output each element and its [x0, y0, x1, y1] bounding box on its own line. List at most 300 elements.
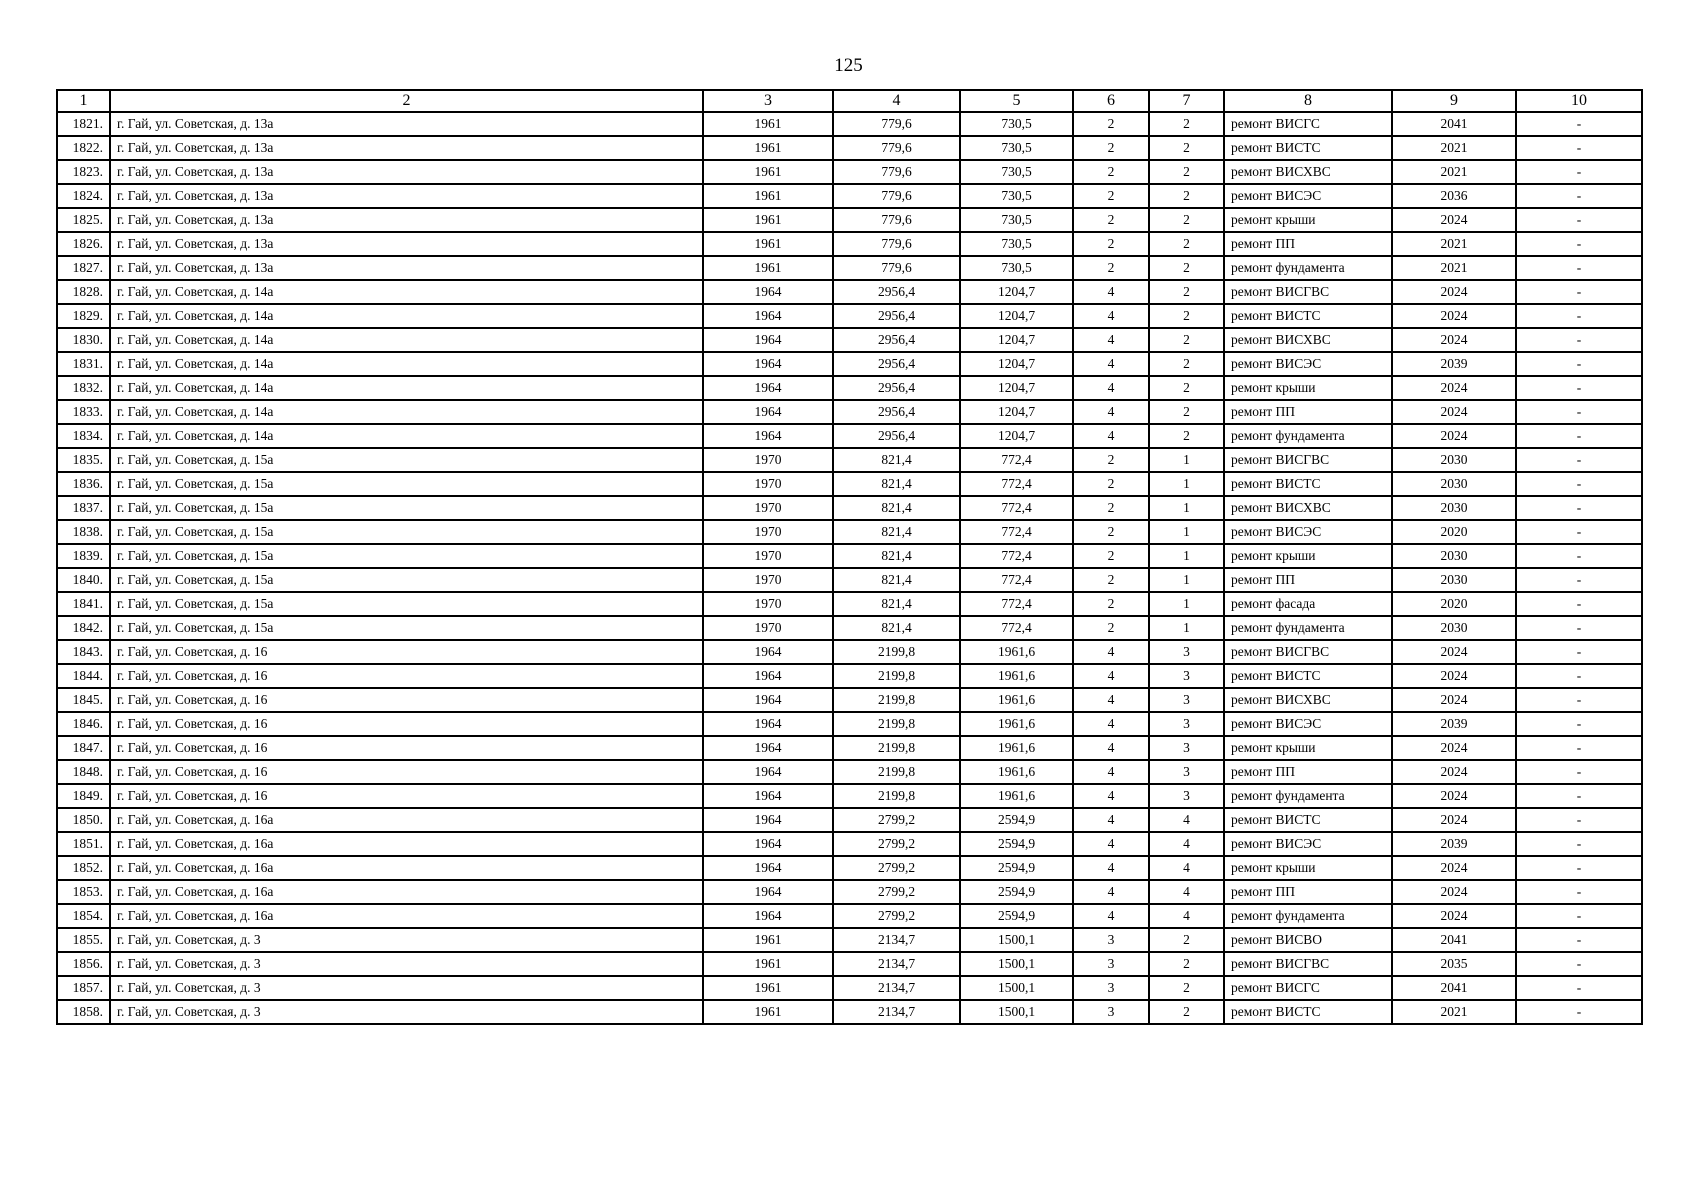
cell-work-type: ремонт ВИСТС: [1224, 664, 1392, 688]
cell-entrances: 3: [1149, 664, 1224, 688]
cell-work-type: ремонт ВИСЭС: [1224, 520, 1392, 544]
cell-work-type: ремонт ВИСТС: [1224, 304, 1392, 328]
column-header-10: 10: [1516, 90, 1642, 112]
cell-floors: 3: [1073, 1000, 1149, 1024]
cell-address: г. Гай, ул. Советская, д. 14а: [110, 376, 703, 400]
cell-living-area: 2594,9: [960, 856, 1073, 880]
cell-living-area: 1500,1: [960, 976, 1073, 1000]
cell-total-area: 779,6: [833, 160, 960, 184]
cell-work-type: ремонт ВИСГВС: [1224, 952, 1392, 976]
cell-address: г. Гай, ул. Советская, д. 15а: [110, 592, 703, 616]
cell-row-number: 1834.: [57, 424, 110, 448]
cell-work-type: ремонт крыши: [1224, 544, 1392, 568]
cell-entrances: 2: [1149, 184, 1224, 208]
cell-address: г. Гай, ул. Советская, д. 16: [110, 784, 703, 808]
cell-planned-year: 2030: [1392, 448, 1516, 472]
cell-row-number: 1858.: [57, 1000, 110, 1024]
cell-work-type: ремонт ВИСТС: [1224, 136, 1392, 160]
cell-floors: 2: [1073, 112, 1149, 136]
cell-work-type: ремонт фундамента: [1224, 424, 1392, 448]
cell-living-area: 772,4: [960, 472, 1073, 496]
cell-work-type: ремонт ПП: [1224, 232, 1392, 256]
cell-note: -: [1516, 736, 1642, 760]
cell-total-area: 2956,4: [833, 424, 960, 448]
table-row: [57, 760, 1642, 784]
cell-work-type: ремонт ВИСГВС: [1224, 640, 1392, 664]
cell-entrances: 1: [1149, 472, 1224, 496]
table-row: [57, 568, 1642, 592]
table-row: [57, 400, 1642, 424]
cell-living-area: 1961,6: [960, 760, 1073, 784]
cell-year-built: 1964: [703, 400, 833, 424]
cell-row-number: 1836.: [57, 472, 110, 496]
table-row: [57, 280, 1642, 304]
cell-floors: 2: [1073, 256, 1149, 280]
cell-entrances: 3: [1149, 712, 1224, 736]
table-row: [57, 688, 1642, 712]
cell-work-type: ремонт крыши: [1224, 736, 1392, 760]
cell-entrances: 2: [1149, 976, 1224, 1000]
cell-floors: 2: [1073, 616, 1149, 640]
cell-entrances: 2: [1149, 1000, 1224, 1024]
cell-work-type: ремонт крыши: [1224, 856, 1392, 880]
cell-year-built: 1970: [703, 520, 833, 544]
column-header-8: 8: [1224, 90, 1392, 112]
cell-planned-year: 2024: [1392, 856, 1516, 880]
column-header-1: 1: [57, 90, 110, 112]
cell-living-area: 772,4: [960, 616, 1073, 640]
cell-entrances: 3: [1149, 784, 1224, 808]
cell-floors: 2: [1073, 592, 1149, 616]
cell-planned-year: 2024: [1392, 304, 1516, 328]
cell-planned-year: 2021: [1392, 256, 1516, 280]
table-row: [57, 640, 1642, 664]
cell-entrances: 1: [1149, 592, 1224, 616]
cell-entrances: 3: [1149, 688, 1224, 712]
cell-year-built: 1964: [703, 712, 833, 736]
cell-year-built: 1961: [703, 256, 833, 280]
cell-living-area: 772,4: [960, 496, 1073, 520]
cell-planned-year: 2024: [1392, 880, 1516, 904]
cell-work-type: ремонт ВИСХВС: [1224, 496, 1392, 520]
cell-note: -: [1516, 856, 1642, 880]
cell-work-type: ремонт ВИСЭС: [1224, 184, 1392, 208]
cell-work-type: ремонт ВИСГС: [1224, 112, 1392, 136]
cell-living-area: 730,5: [960, 112, 1073, 136]
cell-planned-year: 2024: [1392, 280, 1516, 304]
cell-address: г. Гай, ул. Советская, д. 14а: [110, 400, 703, 424]
cell-note: -: [1516, 352, 1642, 376]
cell-floors: 4: [1073, 640, 1149, 664]
cell-address: г. Гай, ул. Советская, д. 14а: [110, 328, 703, 352]
cell-note: -: [1516, 664, 1642, 688]
cell-living-area: 730,5: [960, 256, 1073, 280]
cell-entrances: 2: [1149, 256, 1224, 280]
cell-work-type: ремонт фундамента: [1224, 256, 1392, 280]
cell-planned-year: 2024: [1392, 208, 1516, 232]
cell-note: -: [1516, 592, 1642, 616]
table-row: [57, 304, 1642, 328]
cell-address: г. Гай, ул. Советская, д. 16а: [110, 856, 703, 880]
cell-note: -: [1516, 784, 1642, 808]
column-header-7: 7: [1149, 90, 1224, 112]
cell-note: -: [1516, 760, 1642, 784]
cell-living-area: 1500,1: [960, 952, 1073, 976]
cell-entrances: 2: [1149, 208, 1224, 232]
cell-year-built: 1964: [703, 640, 833, 664]
cell-row-number: 1841.: [57, 592, 110, 616]
cell-planned-year: 2030: [1392, 616, 1516, 640]
cell-note: -: [1516, 688, 1642, 712]
cell-floors: 2: [1073, 232, 1149, 256]
cell-entrances: 2: [1149, 424, 1224, 448]
table-row: [57, 592, 1642, 616]
cell-work-type: ремонт ВИСГВС: [1224, 448, 1392, 472]
cell-entrances: 3: [1149, 640, 1224, 664]
cell-planned-year: 2024: [1392, 400, 1516, 424]
cell-floors: 4: [1073, 808, 1149, 832]
table-row: [57, 328, 1642, 352]
column-header-5: 5: [960, 90, 1073, 112]
cell-floors: 4: [1073, 352, 1149, 376]
cell-floors: 4: [1073, 280, 1149, 304]
table-row: [57, 712, 1642, 736]
cell-planned-year: 2024: [1392, 376, 1516, 400]
cell-note: -: [1516, 328, 1642, 352]
cell-note: -: [1516, 256, 1642, 280]
page-number: 125: [834, 55, 863, 76]
cell-total-area: 2956,4: [833, 400, 960, 424]
cell-work-type: ремонт ВИСЭС: [1224, 712, 1392, 736]
cell-note: -: [1516, 496, 1642, 520]
cell-year-built: 1964: [703, 424, 833, 448]
cell-address: г. Гай, ул. Советская, д. 15а: [110, 448, 703, 472]
cell-year-built: 1964: [703, 808, 833, 832]
cell-address: г. Гай, ул. Советская, д. 13а: [110, 256, 703, 280]
cell-living-area: 1500,1: [960, 1000, 1073, 1024]
cell-living-area: 1961,6: [960, 640, 1073, 664]
cell-address: г. Гай, ул. Советская, д. 13а: [110, 184, 703, 208]
cell-floors: 2: [1073, 184, 1149, 208]
cell-living-area: 1961,6: [960, 712, 1073, 736]
cell-total-area: 2799,2: [833, 856, 960, 880]
cell-living-area: 1204,7: [960, 352, 1073, 376]
cell-total-area: 2199,8: [833, 784, 960, 808]
header-row: [57, 90, 1642, 112]
cell-total-area: 2956,4: [833, 376, 960, 400]
cell-address: г. Гай, ул. Советская, д. 16: [110, 712, 703, 736]
cell-living-area: 772,4: [960, 520, 1073, 544]
cell-row-number: 1852.: [57, 856, 110, 880]
cell-entrances: 2: [1149, 376, 1224, 400]
cell-address: г. Гай, ул. Советская, д. 14а: [110, 352, 703, 376]
cell-address: г. Гай, ул. Советская, д. 3: [110, 928, 703, 952]
cell-note: -: [1516, 880, 1642, 904]
cell-floors: 4: [1073, 856, 1149, 880]
cell-entrances: 2: [1149, 232, 1224, 256]
table-row: [57, 256, 1642, 280]
cell-year-built: 1970: [703, 544, 833, 568]
cell-total-area: 779,6: [833, 136, 960, 160]
cell-living-area: 1204,7: [960, 400, 1073, 424]
cell-row-number: 1831.: [57, 352, 110, 376]
cell-row-number: 1826.: [57, 232, 110, 256]
cell-planned-year: 2039: [1392, 712, 1516, 736]
cell-row-number: 1855.: [57, 928, 110, 952]
cell-total-area: 821,4: [833, 592, 960, 616]
cell-row-number: 1832.: [57, 376, 110, 400]
cell-entrances: 1: [1149, 520, 1224, 544]
cell-address: г. Гай, ул. Советская, д. 14а: [110, 424, 703, 448]
cell-row-number: 1821.: [57, 112, 110, 136]
cell-entrances: 3: [1149, 760, 1224, 784]
cell-row-number: 1839.: [57, 544, 110, 568]
cell-note: -: [1516, 160, 1642, 184]
cell-floors: 4: [1073, 664, 1149, 688]
cell-entrances: 4: [1149, 808, 1224, 832]
cell-total-area: 2199,8: [833, 664, 960, 688]
cell-address: г. Гай, ул. Советская, д. 16: [110, 640, 703, 664]
cell-row-number: 1827.: [57, 256, 110, 280]
cell-row-number: 1842.: [57, 616, 110, 640]
table-row: [57, 976, 1642, 1000]
cell-planned-year: 2030: [1392, 568, 1516, 592]
cell-entrances: 2: [1149, 328, 1224, 352]
cell-entrances: 4: [1149, 904, 1224, 928]
cell-address: г. Гай, ул. Советская, д. 16а: [110, 904, 703, 928]
table-body: [57, 112, 1642, 1024]
cell-floors: 3: [1073, 976, 1149, 1000]
cell-address: г. Гай, ул. Советская, д. 15а: [110, 544, 703, 568]
cell-living-area: 1204,7: [960, 424, 1073, 448]
cell-year-built: 1964: [703, 328, 833, 352]
cell-living-area: 730,5: [960, 208, 1073, 232]
cell-note: -: [1516, 304, 1642, 328]
table-row: [57, 352, 1642, 376]
cell-row-number: 1849.: [57, 784, 110, 808]
cell-row-number: 1847.: [57, 736, 110, 760]
cell-note: -: [1516, 952, 1642, 976]
cell-floors: 2: [1073, 520, 1149, 544]
cell-work-type: ремонт ВИСВО: [1224, 928, 1392, 952]
cell-total-area: 2799,2: [833, 880, 960, 904]
cell-planned-year: 2024: [1392, 904, 1516, 928]
cell-address: г. Гай, ул. Советская, д. 3: [110, 952, 703, 976]
cell-planned-year: 2020: [1392, 592, 1516, 616]
cell-year-built: 1964: [703, 664, 833, 688]
cell-planned-year: 2021: [1392, 232, 1516, 256]
cell-address: г. Гай, ул. Советская, д. 15а: [110, 472, 703, 496]
cell-year-built: 1964: [703, 304, 833, 328]
cell-work-type: ремонт фундамента: [1224, 904, 1392, 928]
table-row: [57, 616, 1642, 640]
cell-living-area: 2594,9: [960, 880, 1073, 904]
cell-row-number: 1853.: [57, 880, 110, 904]
cell-row-number: 1846.: [57, 712, 110, 736]
cell-total-area: 2956,4: [833, 352, 960, 376]
cell-row-number: 1843.: [57, 640, 110, 664]
cell-living-area: 1204,7: [960, 328, 1073, 352]
cell-planned-year: 2039: [1392, 832, 1516, 856]
cell-living-area: 1204,7: [960, 304, 1073, 328]
cell-planned-year: 2041: [1392, 112, 1516, 136]
cell-year-built: 1961: [703, 952, 833, 976]
cell-note: -: [1516, 280, 1642, 304]
cell-year-built: 1964: [703, 352, 833, 376]
column-header-2: 2: [110, 90, 703, 112]
cell-work-type: ремонт ВИСХВС: [1224, 688, 1392, 712]
table-row: [57, 928, 1642, 952]
cell-living-area: 1500,1: [960, 928, 1073, 952]
cell-year-built: 1961: [703, 112, 833, 136]
cell-address: г. Гай, ул. Советская, д. 16а: [110, 880, 703, 904]
cell-planned-year: 2021: [1392, 136, 1516, 160]
table-row: [57, 208, 1642, 232]
table-row: [57, 496, 1642, 520]
cell-work-type: ремонт ВИСТС: [1224, 1000, 1392, 1024]
cell-entrances: 1: [1149, 448, 1224, 472]
cell-total-area: 2134,7: [833, 976, 960, 1000]
cell-entrances: 3: [1149, 736, 1224, 760]
cell-living-area: 2594,9: [960, 832, 1073, 856]
cell-work-type: ремонт ВИСЭС: [1224, 352, 1392, 376]
table-row: [57, 544, 1642, 568]
cell-address: г. Гай, ул. Советская, д. 16: [110, 664, 703, 688]
table-row: [57, 784, 1642, 808]
cell-planned-year: 2039: [1392, 352, 1516, 376]
cell-total-area: 821,4: [833, 472, 960, 496]
table-row: [57, 136, 1642, 160]
cell-note: -: [1516, 400, 1642, 424]
table-row: [57, 880, 1642, 904]
cell-address: г. Гай, ул. Советская, д. 14а: [110, 280, 703, 304]
cell-note: -: [1516, 640, 1642, 664]
cell-planned-year: 2030: [1392, 472, 1516, 496]
cell-work-type: ремонт ПП: [1224, 568, 1392, 592]
cell-total-area: 2956,4: [833, 328, 960, 352]
cell-address: г. Гай, ул. Советская, д. 13а: [110, 112, 703, 136]
cell-note: -: [1516, 832, 1642, 856]
cell-address: г. Гай, ул. Советская, д. 13а: [110, 232, 703, 256]
cell-work-type: ремонт фундамента: [1224, 784, 1392, 808]
cell-floors: 4: [1073, 424, 1149, 448]
cell-address: г. Гай, ул. Советская, д. 13а: [110, 208, 703, 232]
cell-floors: 3: [1073, 952, 1149, 976]
cell-entrances: 2: [1149, 304, 1224, 328]
column-header-6: 6: [1073, 90, 1149, 112]
cell-total-area: 2199,8: [833, 760, 960, 784]
table-row: [57, 736, 1642, 760]
cell-work-type: ремонт крыши: [1224, 376, 1392, 400]
cell-row-number: 1837.: [57, 496, 110, 520]
cell-floors: 4: [1073, 328, 1149, 352]
cell-entrances: 1: [1149, 496, 1224, 520]
cell-living-area: 1961,6: [960, 688, 1073, 712]
column-header-4: 4: [833, 90, 960, 112]
cell-planned-year: 2036: [1392, 184, 1516, 208]
cell-address: г. Гай, ул. Советская, д. 16: [110, 760, 703, 784]
cell-total-area: 2799,2: [833, 808, 960, 832]
cell-note: -: [1516, 112, 1642, 136]
cell-floors: 4: [1073, 904, 1149, 928]
cell-planned-year: 2024: [1392, 664, 1516, 688]
cell-floors: 2: [1073, 136, 1149, 160]
cell-entrances: 2: [1149, 112, 1224, 136]
cell-floors: 4: [1073, 832, 1149, 856]
cell-total-area: 2956,4: [833, 280, 960, 304]
cell-address: г. Гай, ул. Советская, д. 3: [110, 976, 703, 1000]
cell-planned-year: 2024: [1392, 760, 1516, 784]
cell-planned-year: 2030: [1392, 496, 1516, 520]
table-header: [57, 90, 1642, 112]
cell-row-number: 1835.: [57, 448, 110, 472]
cell-floors: 2: [1073, 448, 1149, 472]
cell-planned-year: 2024: [1392, 688, 1516, 712]
cell-address: г. Гай, ул. Советская, д. 15а: [110, 496, 703, 520]
table-row: [57, 424, 1642, 448]
cell-year-built: 1970: [703, 496, 833, 520]
cell-note: -: [1516, 448, 1642, 472]
cell-total-area: 779,6: [833, 256, 960, 280]
cell-row-number: 1845.: [57, 688, 110, 712]
cell-note: -: [1516, 136, 1642, 160]
cell-year-built: 1970: [703, 592, 833, 616]
cell-floors: 2: [1073, 544, 1149, 568]
cell-work-type: ремонт ВИСГВС: [1224, 280, 1392, 304]
cell-living-area: 772,4: [960, 544, 1073, 568]
cell-living-area: 1204,7: [960, 376, 1073, 400]
cell-floors: 4: [1073, 712, 1149, 736]
cell-work-type: ремонт ПП: [1224, 760, 1392, 784]
cell-row-number: 1833.: [57, 400, 110, 424]
cell-year-built: 1964: [703, 280, 833, 304]
cell-work-type: ремонт ВИСТС: [1224, 472, 1392, 496]
cell-work-type: ремонт фасада: [1224, 592, 1392, 616]
cell-floors: 2: [1073, 160, 1149, 184]
cell-work-type: ремонт ВИСТС: [1224, 808, 1392, 832]
cell-entrances: 2: [1149, 280, 1224, 304]
cell-note: -: [1516, 184, 1642, 208]
cell-note: -: [1516, 208, 1642, 232]
cell-total-area: 821,4: [833, 544, 960, 568]
table-row: [57, 448, 1642, 472]
cell-living-area: 730,5: [960, 184, 1073, 208]
cell-row-number: 1840.: [57, 568, 110, 592]
cell-entrances: 4: [1149, 880, 1224, 904]
cell-entrances: 2: [1149, 136, 1224, 160]
cell-floors: 4: [1073, 784, 1149, 808]
cell-note: -: [1516, 712, 1642, 736]
cell-note: -: [1516, 928, 1642, 952]
cell-total-area: 821,4: [833, 520, 960, 544]
table-row: [57, 952, 1642, 976]
table-row: [57, 184, 1642, 208]
table-row: [57, 856, 1642, 880]
cell-year-built: 1961: [703, 928, 833, 952]
table-row: [57, 664, 1642, 688]
cell-entrances: 4: [1149, 856, 1224, 880]
cell-planned-year: 2024: [1392, 640, 1516, 664]
cell-total-area: 821,4: [833, 448, 960, 472]
cell-planned-year: 2024: [1392, 808, 1516, 832]
cell-row-number: 1823.: [57, 160, 110, 184]
cell-total-area: 2199,8: [833, 736, 960, 760]
cell-row-number: 1825.: [57, 208, 110, 232]
cell-living-area: 1961,6: [960, 664, 1073, 688]
cell-row-number: 1856.: [57, 952, 110, 976]
cell-floors: 4: [1073, 880, 1149, 904]
cell-work-type: ремонт ВИСХВС: [1224, 160, 1392, 184]
